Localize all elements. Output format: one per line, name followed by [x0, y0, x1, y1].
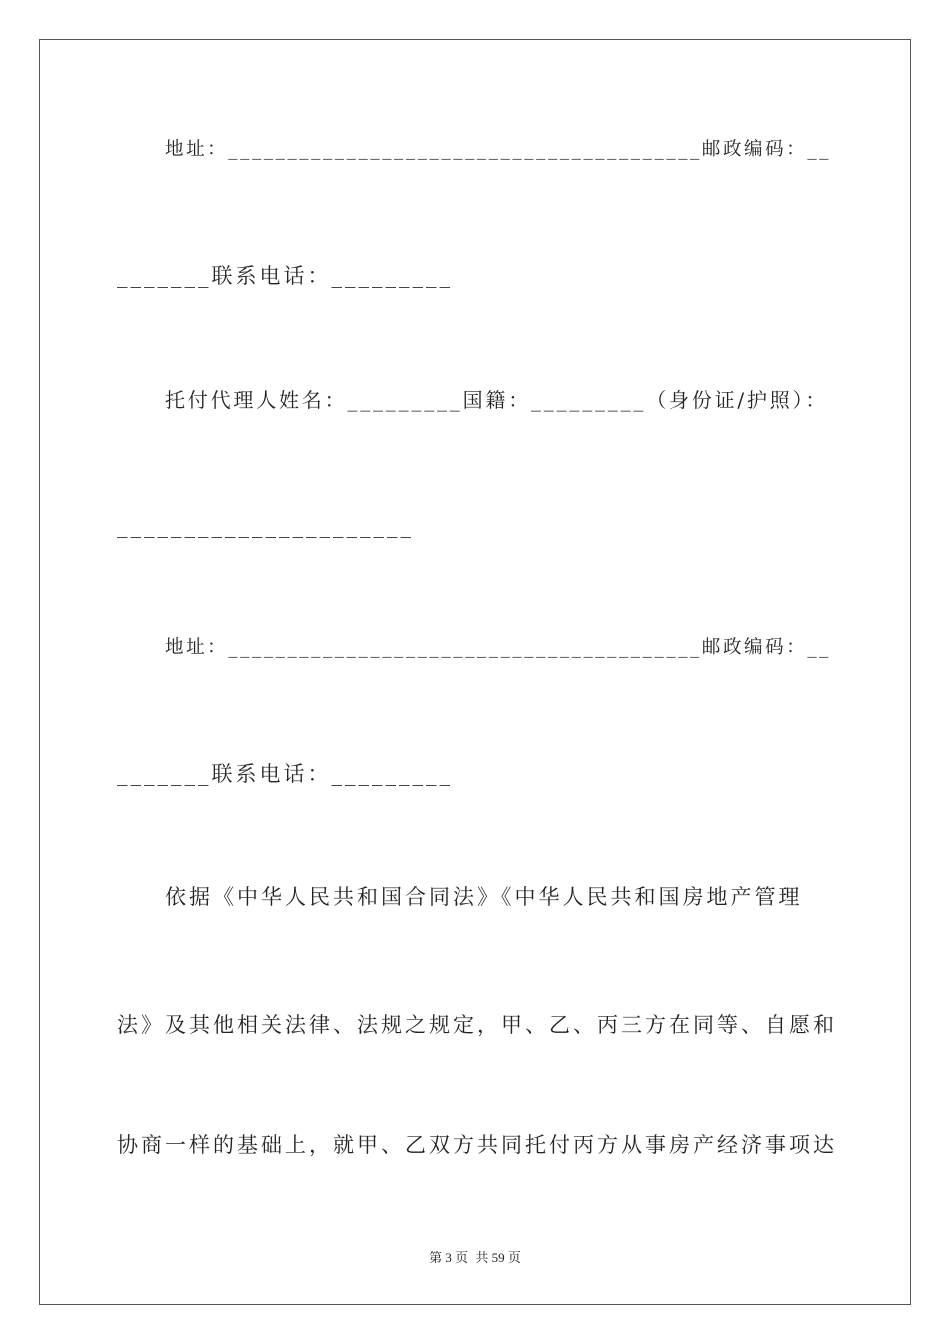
body-paragraph-line-3: 协商一样的基础上，就甲、乙双方共同托付丙方从事房产经济事项达: [117, 1133, 837, 1157]
phone-line-2: _______联系电话：_________: [117, 762, 453, 786]
agent-info-line: 托付代理人姓名：_________国籍：_________（身份证/护照）：: [165, 388, 829, 412]
body-paragraph-line-1: 依据《中华人民共和国合同法》《中华人民共和国房地产管理: [165, 885, 803, 909]
page-border: [39, 39, 911, 1305]
page-footer: [0, 1247, 950, 1266]
phone-line-1: _______联系电话：_________: [117, 264, 453, 288]
body-paragraph-line-2: 法》及其他相关法律、法规之规定，甲、乙、丙三方在同等、自愿和: [117, 1013, 837, 1037]
address-line-2: 地址：________________________________________邮政编码：__: [165, 637, 832, 658]
total-pages: 共 59 页: [475, 1250, 521, 1265]
page-number: 第 3 页: [429, 1250, 469, 1265]
id-number-line: ______________________: [117, 514, 414, 538]
address-line-1: 地址：________________________________________邮政编码：__: [165, 139, 832, 160]
